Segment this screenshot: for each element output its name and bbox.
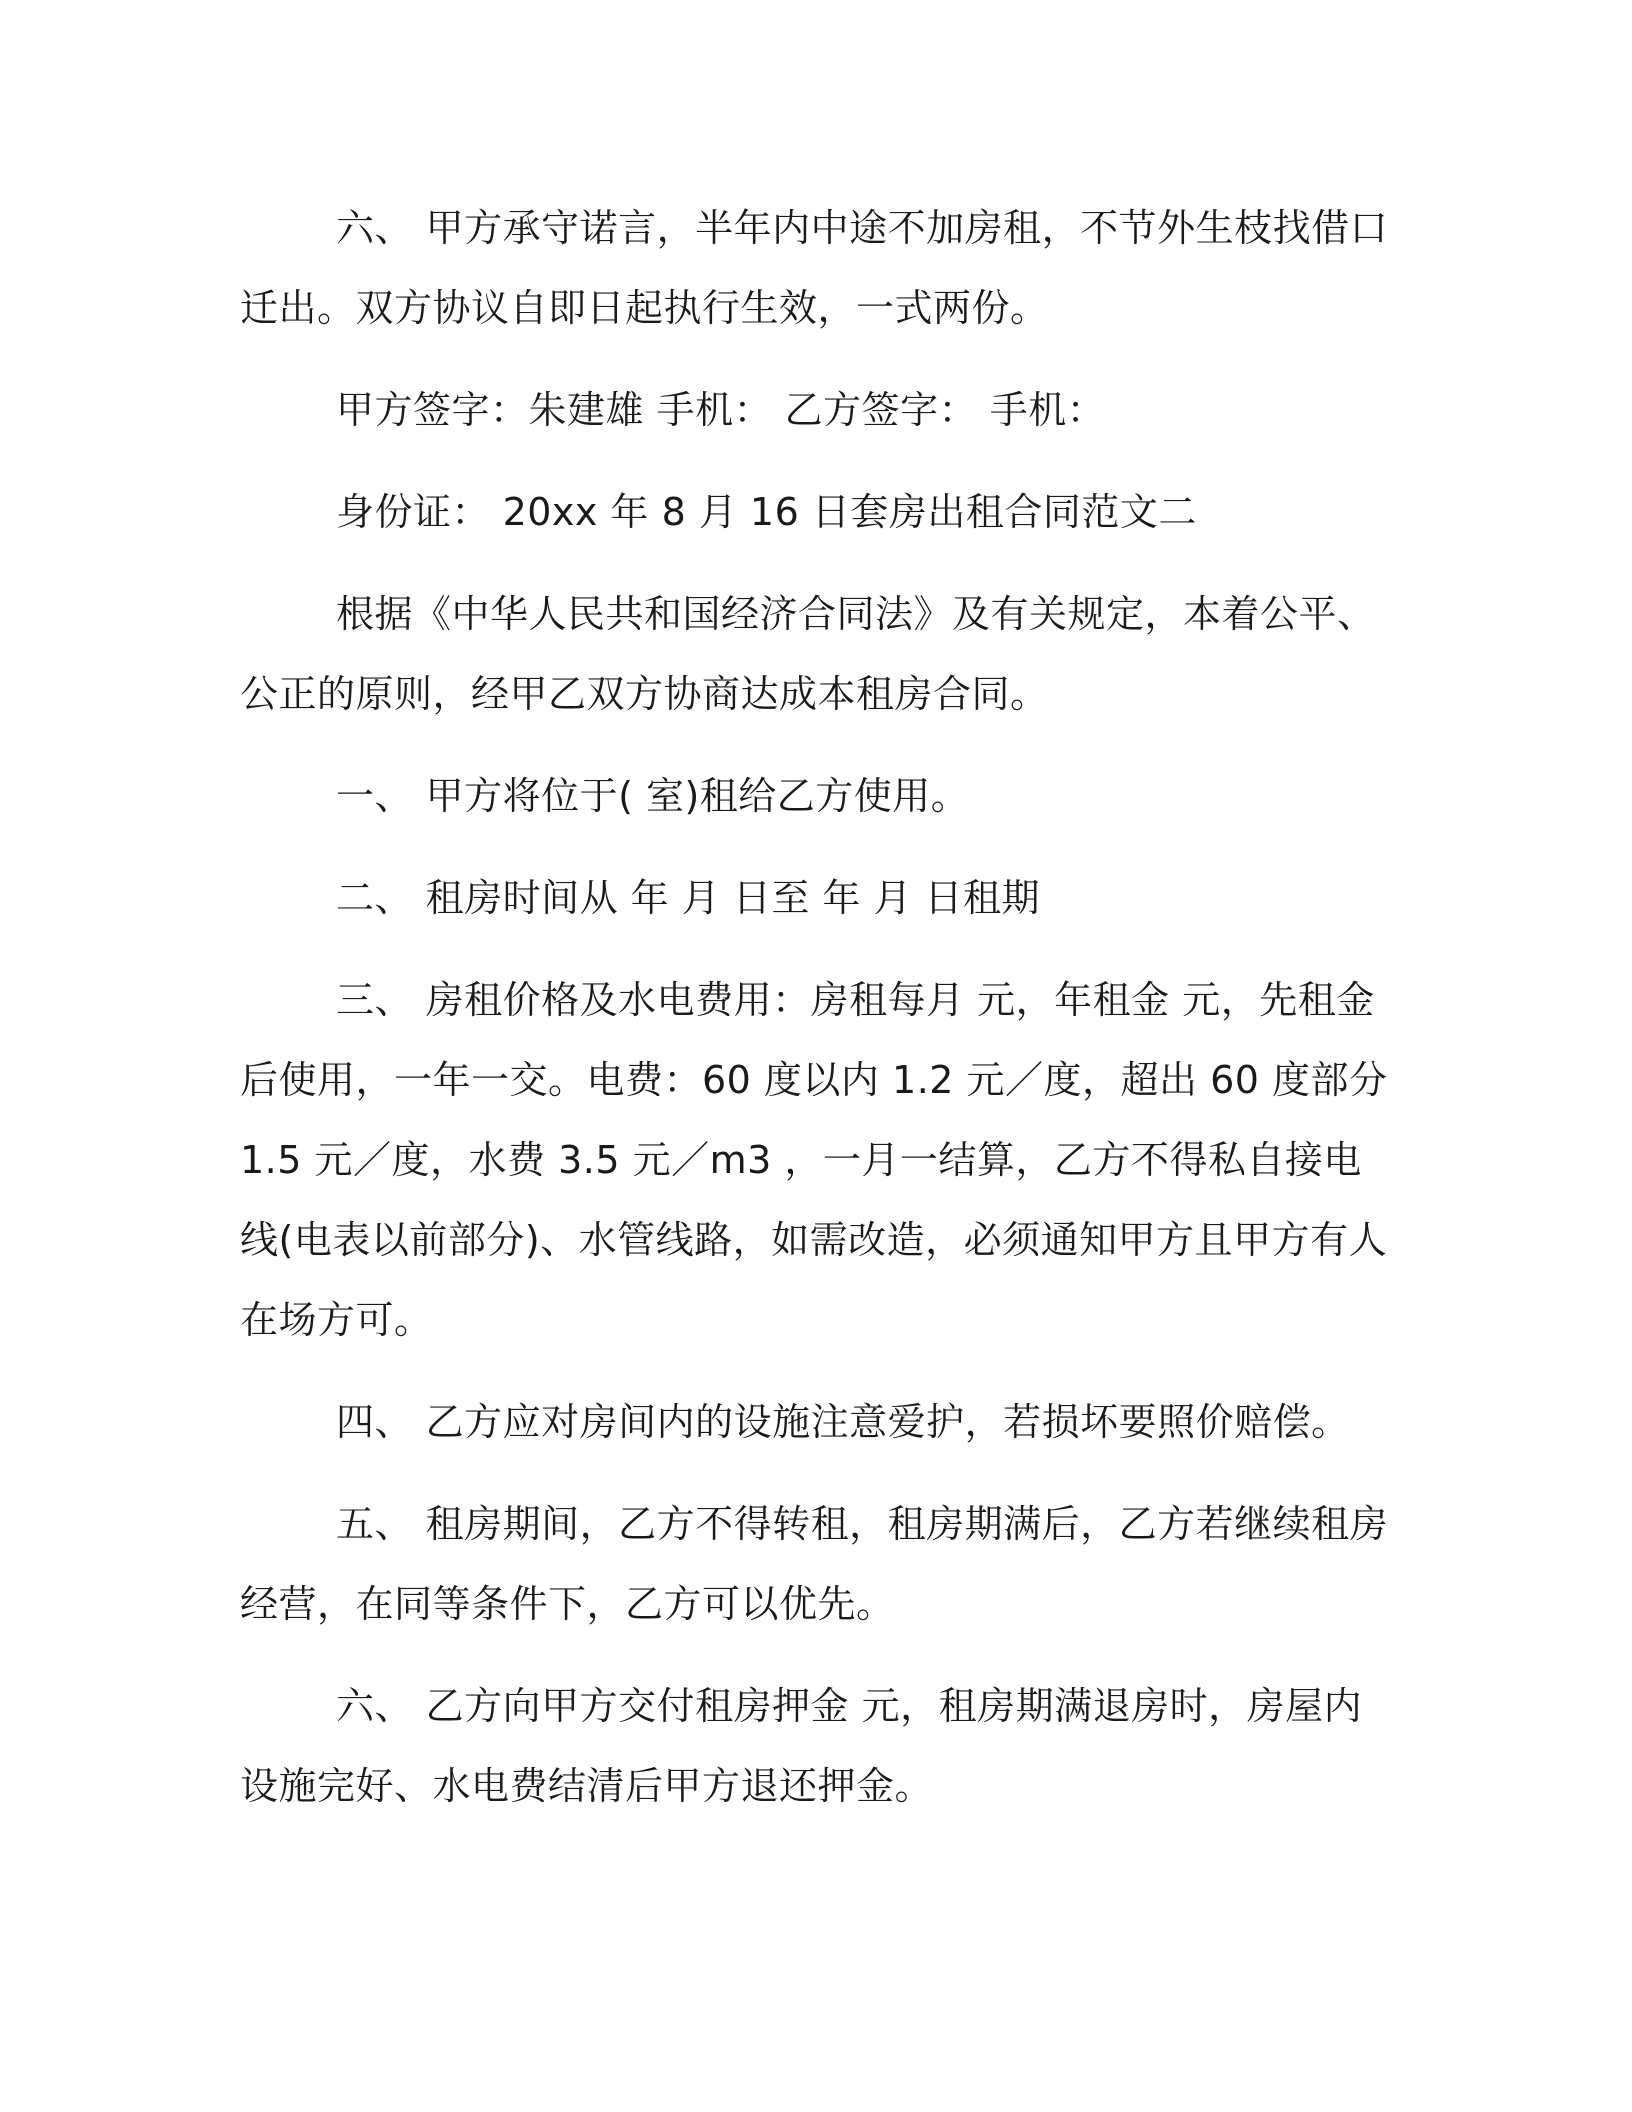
- contract-preamble: 根据《中华人民共和国经济合同法》及有关规定，本着公平、公正的原则，经甲乙双方协商达成本租房合同。: [240, 592, 1376, 716]
- clause-one: 一、 甲方将位于( 室)租给乙方使用。: [336, 774, 970, 818]
- id-date-line: 身份证： 20xx 年 8 月 16 日套房出租合同范文二: [336, 490, 1197, 534]
- signature-line: 甲方签字：朱建雄 手机： 乙方签字： 手机：: [336, 388, 1106, 432]
- clause-three: 三、 房租价格及水电费用：房租每月 元，年租金 元，先租金后使用，一年一交。电费：60 度以内 1.2 元／度，超出 60 度部分 1.5 元／度，水费 3.5 元／m3 ，一月一结算，乙方不得私自接电线(电表以前部分)、水管线路，如需改造，必须通知甲方且甲方有人在场方可。: [240, 978, 1401, 1342]
- clause-two: 二、 租房时间从 年 月 日至 年 月 日租期: [336, 876, 1041, 920]
- document-body: [240, 188, 1401, 1848]
- clause-four: 四、 乙方应对房间内的设施注意爱护，若损坏要照价赔偿。: [336, 1400, 1350, 1444]
- clause-five: 五、 租房期间，乙方不得转租，租房期满后，乙方若继续租房经营，在同等条件下，乙方可以优先。: [240, 1502, 1389, 1626]
- clause-six-landlord-promise: 六、 甲方承守诺言，半年内中途不加房租，不节外生枝找借口迁出。双方协议自即日起执行生效，一式两份。: [240, 206, 1389, 330]
- clause-six-deposit: 六、 乙方向甲方交付租房押金 元，租房期满退房时，房屋内设施完好、水电费结清后甲方退还押金。: [240, 1684, 1363, 1808]
